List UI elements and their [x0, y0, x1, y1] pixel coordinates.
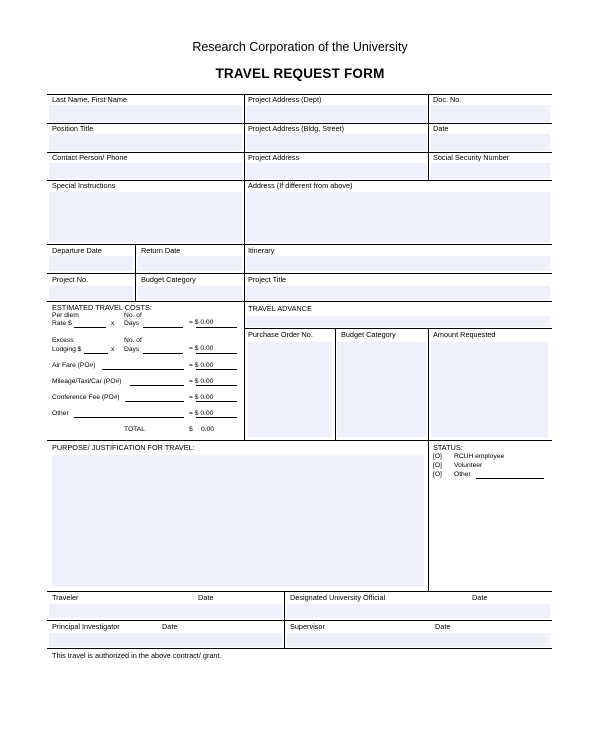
per-diem-days-input[interactable] [143, 327, 183, 328]
per-diem-total: = $ 0.00 [189, 319, 214, 326]
conference-fee-total: = $ 0.00 [189, 394, 214, 401]
conference-fee-total-line [196, 401, 237, 402]
last-first-name-label: Last Name, First Name [52, 95, 128, 104]
project-address-label: Project Address [248, 153, 300, 162]
date-input[interactable] [431, 134, 550, 151]
doc-no-label: Doc. No. [433, 95, 462, 104]
excess-label: Excess [52, 337, 74, 344]
grid-line [47, 648, 552, 649]
other-status-checkbox[interactable]: [O] [433, 471, 442, 478]
contact-phone-input[interactable] [49, 163, 242, 179]
mileage-po-input[interactable] [130, 385, 184, 386]
lodging-total-line [196, 353, 237, 354]
departure-date-label: Departure Date [52, 246, 102, 255]
mileage-total-line [196, 385, 237, 386]
volunteer-label: Volunteer [454, 462, 483, 469]
grid-divider [428, 94, 429, 180]
organization-name: Research Corporation of the University [192, 40, 408, 54]
principal-investigator-label: Principal Investigator [52, 622, 120, 631]
traveler-label: Traveler [52, 593, 79, 602]
grid-line [47, 273, 552, 274]
travel-advance-heading: TRAVEL ADVANCE [248, 304, 312, 313]
return-date-input[interactable] [138, 256, 242, 271]
form-title: TRAVEL REQUEST FORM [215, 66, 385, 81]
grid-line [47, 591, 552, 592]
ssn-input[interactable] [431, 163, 550, 179]
official-date-label: Date [472, 593, 488, 602]
grid-line [47, 620, 552, 621]
other-cost-total: = $ 0.00 [189, 410, 214, 417]
project-title-input[interactable] [246, 286, 550, 300]
justification-heading: PURPOSE/ JUSTIFICATION FOR TRAVEL: [52, 443, 195, 452]
other-cost-input[interactable] [74, 417, 184, 418]
rate-label: Rate $ [52, 320, 72, 327]
air-fare-po-input[interactable] [102, 369, 184, 370]
project-address-dept-label: Project Address (Dept) [248, 95, 322, 104]
doc-no-input[interactable] [431, 105, 550, 122]
days-label: Days [124, 346, 140, 353]
mileage-total: = $ 0.00 [189, 378, 214, 385]
advance-budget-category-input[interactable] [337, 342, 426, 437]
lodging-days-input[interactable] [143, 353, 183, 354]
grid-line [47, 301, 552, 302]
last-first-name-input[interactable] [49, 105, 242, 122]
position-title-label: Position Title [52, 124, 94, 133]
itinerary-label: Itinerary [248, 246, 275, 255]
times-sign: x [111, 346, 115, 353]
other-cost-total-line [196, 417, 237, 418]
address-if-different-label: Address (If different from above) [248, 181, 353, 190]
advance-budget-category-label: Budget Category [341, 330, 396, 339]
return-date-label: Return Date [141, 246, 181, 255]
budget-category-input[interactable] [138, 286, 242, 300]
ssn-label: Social Security Number [433, 153, 510, 162]
amount-requested-input[interactable] [431, 342, 548, 437]
air-fare-label: Air Fare (PO#) [52, 362, 96, 369]
project-address-input[interactable] [246, 163, 427, 179]
grid-divider [284, 591, 285, 648]
volunteer-checkbox[interactable]: [O] [433, 462, 442, 469]
no-of-label: No. of [124, 312, 142, 319]
rcuh-employee-checkbox[interactable]: [O] [433, 453, 442, 460]
days-label: Days [124, 320, 140, 327]
address-if-different-input[interactable] [246, 192, 550, 242]
total-dollar-sign: $ [189, 426, 193, 433]
departure-date-input[interactable] [49, 256, 133, 271]
lodging-label: Lodging $ [52, 346, 82, 353]
supervisor-date-label: Date [435, 622, 451, 631]
status-heading: STATUS: [433, 443, 463, 452]
position-title-input[interactable] [49, 134, 242, 151]
per-diem-rate-input[interactable] [74, 327, 106, 328]
po-number-input[interactable] [248, 342, 332, 437]
project-title-label: Project Title [248, 275, 287, 284]
grid-line [47, 440, 552, 441]
budget-category-label: Budget Category [141, 275, 196, 284]
date-label: Date [433, 124, 449, 133]
costs-heading: ESTIMATED TRAVEL COSTS: [52, 303, 152, 312]
mileage-label: Mileage/Taxi/Car (PO#) [52, 378, 122, 385]
conference-fee-label: Conference Fee (PO#) [52, 394, 120, 401]
total-amount: 0.00 [201, 426, 215, 433]
project-address-dept-input[interactable] [246, 105, 427, 122]
air-fare-total: = $ 0.00 [189, 362, 214, 369]
project-address-bldg-input[interactable] [246, 134, 427, 151]
other-status-label: Other [454, 471, 471, 478]
po-number-label: Purchase Order No. [248, 330, 313, 339]
excess-lodging-input[interactable] [84, 353, 108, 354]
air-fare-total-line [196, 369, 237, 370]
other-cost-label: Other [52, 410, 69, 417]
supervisor-signature-input[interactable] [287, 633, 550, 647]
official-signature-input[interactable] [287, 604, 550, 618]
amount-requested-label: Amount Requested [433, 330, 496, 339]
traveler-date-label: Date [198, 593, 214, 602]
conference-fee-po-input[interactable] [125, 401, 184, 402]
contact-phone-label: Contact Person/ Phone [52, 153, 128, 162]
itinerary-input[interactable] [246, 256, 550, 271]
grid-line [244, 328, 552, 329]
total-label: TOTAL [124, 426, 145, 433]
justification-input[interactable] [52, 455, 424, 587]
special-instructions-input[interactable] [49, 192, 242, 242]
special-instructions-label: Special Instructions [52, 181, 116, 190]
grid-divider [428, 328, 429, 591]
pi-date-label: Date [162, 622, 178, 631]
pi-signature-input[interactable] [49, 633, 282, 647]
authorization-note: This travel is authorized in the above contract/ grant. [52, 651, 222, 660]
grid-divider [135, 244, 136, 301]
grid-divider [335, 328, 336, 440]
other-status-input[interactable] [476, 478, 544, 479]
project-address-bldg-label: Project Address (Bldg, Street) [248, 124, 345, 133]
rcuh-employee-label: RCUH employee [454, 453, 505, 460]
per-diem-label: Per diem [52, 312, 79, 319]
supervisor-label: Supervisor [290, 622, 325, 631]
travel-advance-input[interactable] [246, 316, 550, 327]
traveler-signature-input[interactable] [49, 604, 282, 618]
grid-line [47, 244, 552, 245]
lodging-total: = $ 0.00 [189, 345, 214, 352]
project-no-label: Project No. [52, 275, 89, 284]
grid-divider [244, 94, 245, 440]
no-of-label: No. of [124, 337, 142, 344]
times-sign: x [111, 320, 115, 327]
designated-official-label: Designated University Official [290, 593, 386, 602]
project-no-input[interactable] [49, 286, 133, 300]
per-diem-total-line [196, 327, 237, 328]
